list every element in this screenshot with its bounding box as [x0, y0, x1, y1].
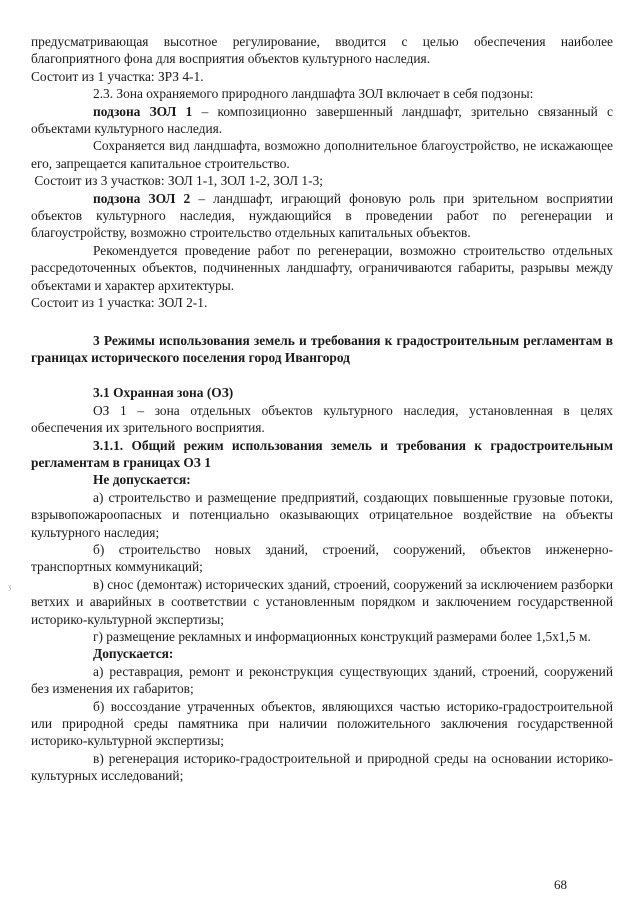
subzone-zol2-paragraph	[31, 190, 613, 242]
page-number: 68	[554, 877, 567, 892]
list-item: б) воссоздание утраченных объектов, являющихся частью историко-градостроительной или природной среды памятника при наличии положительного заключения государственной историко-культурной экспертизы;	[31, 698, 613, 749]
list-item: б) строительство новых зданий, строений, сооружений, объектов инженерно-транспортных коммуникаций;	[31, 541, 613, 575]
subzone-zol1-term: подзона ЗОЛ 1	[93, 103, 193, 119]
section-3-1-heading-text: 3.1 Охранная зона (ОЗ)	[93, 385, 234, 401]
document-body	[31, 33, 613, 785]
list-item: в) регенерация историко-градостроительной и природной среды на основании историко-культурных исследований;	[31, 750, 613, 784]
paragraph: предусматривающая высотное регулирование, вводится с целью обеспечения наиболее благоприятного фона для восприятия объектов культурного наследия.	[31, 34, 613, 67]
section-3-1-heading	[31, 384, 613, 401]
section-3-heading	[31, 332, 613, 367]
paragraph: Сохраняется вид ландшафта, возможно дополнительное благоустройство, не искажающее его, запрещается капитальное строительство.	[31, 138, 613, 171]
paragraph: Рекомендуется проведение работ по регенерации, возможно строительство отдельных рассредоточенных объектов, подчиненных ландшафту, ограничиваются габариты, разрывы между объектами и характер архитектуры.	[31, 242, 613, 293]
subzone-zol2-term: подзона ЗОЛ 2	[93, 190, 191, 206]
spacer	[31, 366, 613, 384]
not-allowed-heading-text: Не допускается:	[93, 472, 191, 488]
paragraph: ОЗ 1 – зона отдельных объектов культурного наследия, установленная в целях обеспечения их зрительного восприятия.	[31, 402, 613, 436]
paragraph: Состоит из 3 участков: ЗОЛ 1-1, ЗОЛ 1-2, ЗОЛ 1-3;	[31, 173, 323, 189]
list-item: г) размещение рекламных и информационных конструкций размерами более 1,5х1,5 м.	[93, 629, 591, 644]
list-item: а) строительство и размещение предприятий, создающих повышенные грузовые потоки, взрывопожароопасных и потенциально оказывающих отрицательное воздействие на объекты культурного наследия;	[31, 489, 613, 540]
paragraph: Состоит из 1 участка: ЗОЛ 2-1.	[31, 295, 208, 311]
section-3-1-1-heading-text: 3.1.1. Общий режим использования земель и требования к градостроительным регламентам в границах ОЗ 1	[31, 437, 613, 470]
section-3-1-1-heading	[31, 437, 613, 472]
subzone-zol1-paragraph	[31, 103, 613, 138]
paragraph: Состоит из 1 участка: ЗРЗ 4-1.	[31, 68, 204, 84]
section-3-heading-text: 3 Режимы использования земель и требования к градостроительным регламентам в границах исторического поселения город Ивангород	[31, 332, 613, 365]
subzone-zol1-text: – композиционно завершенный ландшафт, зрительно связанный с объектами культурного наследия.	[31, 103, 613, 137]
list-item: в) снос (демонтаж) исторических зданий, строений, сооружений за исключением разборки ветхих и аварийных в соответствии с установленным порядком и заключением государственной историко-культурной экспертизы;	[31, 576, 613, 627]
list-item: а) реставрация, ремонт и реконструкция существующих зданий, строений, сооружений без изменения их габаритов;	[31, 663, 613, 697]
scan-artifact-mark: ʒ	[8, 583, 12, 591]
subzone-zol2-text: – ландшафт, играющий фоновую роль при зрительном восприятии объектов культурного наследия, нуждающийся в проведении работ по регенерации и благоустройству, возможно строительство отдельных капитальных объектов.	[31, 190, 613, 241]
not-allowed-heading	[31, 471, 613, 488]
allowed-heading-text: Допускается:	[93, 646, 174, 662]
section-2-3-intro: 2.3. Зона охраняемого природного ландшафта ЗОЛ включает в себя подзоны:	[93, 86, 534, 102]
allowed-heading	[31, 645, 613, 662]
spacer	[31, 312, 613, 332]
